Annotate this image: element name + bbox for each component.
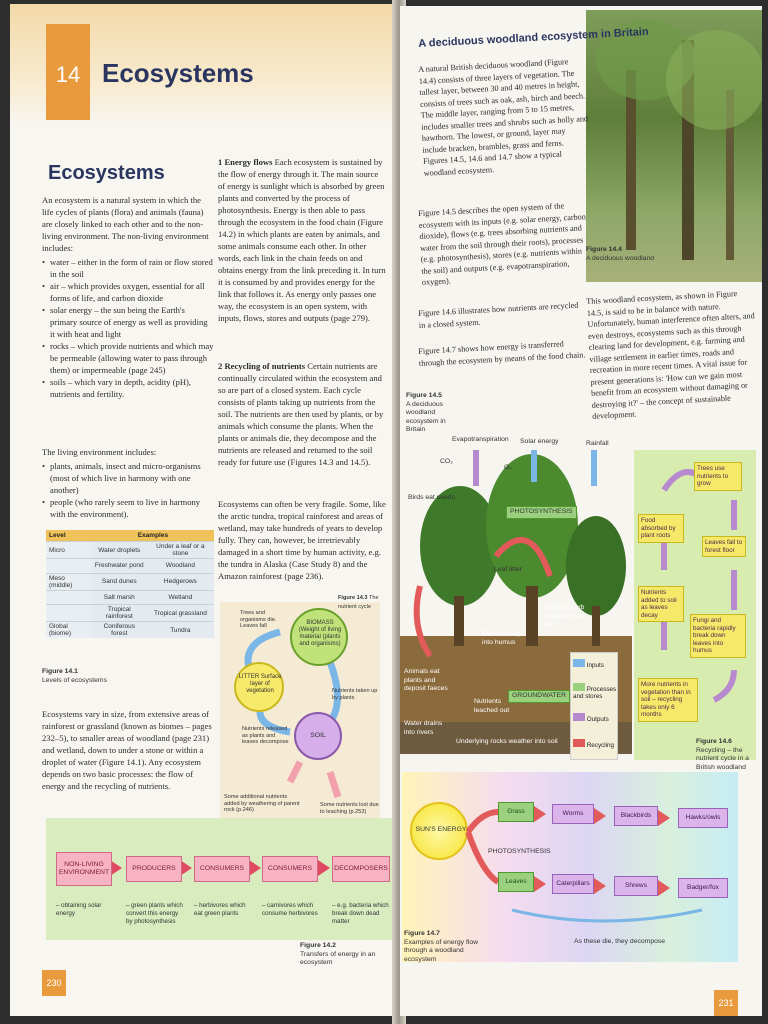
flow-desc-herbivores: – herbivores which eat green plants: [194, 902, 246, 917]
fragile-paragraph: Ecosystems can often be very fragile. Some, like the arctic tundra, tropical rainforest and areas of wetland, may take hundreds of years to develop fully. They can, however, be irretrievably damaged in a short time by human activity, e.g. the tundra in Alaska (Case Study 8) and the Amazon rainforest (page 236).: [218, 499, 386, 581]
recycling-box: Trees use nutrients to grow: [694, 462, 742, 491]
recycling-box: Fungi and bacteria rapidly break down leaves into humus: [690, 614, 746, 658]
key-swatch: [573, 713, 585, 721]
food-chain-worms: Worms: [552, 804, 594, 824]
table-cell: Tropical grassland: [147, 605, 214, 622]
flow-desc-carnivores: – carnivores which consume herbivores: [262, 902, 318, 917]
table-header: Level: [46, 530, 92, 542]
figure-14-7-caption: [404, 930, 484, 964]
nonliving-list: [42, 256, 214, 400]
chapter-number: 14: [55, 62, 81, 87]
flow-desc-producers: – green plants which convert this energy by photosynthesis: [126, 902, 183, 925]
living-list: [42, 460, 214, 520]
flow-box-consumers-2: CONSUMERS: [262, 856, 318, 882]
recycling-box: Food absorbed by plant roots: [638, 514, 684, 543]
table-cell: Hedgerows: [147, 573, 214, 590]
groundwater-label: GROUNDWATER: [508, 690, 570, 703]
nutrient-recycling-figure: [634, 450, 756, 760]
trees-die-label: Trees and organisms die. Leaves fall: [240, 610, 277, 629]
figure-number: Figure 14.4: [586, 246, 622, 253]
photosynthesis-label: PHOTOSYNTHESIS: [506, 506, 577, 519]
food-chain-caterpillars: Caterpillars: [552, 874, 594, 894]
litter-label: LITTER Surface layer of vegetation: [238, 674, 282, 694]
tree-trunks: [586, 10, 762, 282]
figure-number: Figure 14.5: [406, 392, 442, 399]
key-outputs: [573, 713, 609, 723]
table-row: [46, 622, 214, 639]
living-intro: The living environment includes:: [42, 447, 157, 457]
recycling-box: More nutrients in vegetation than in soil – recycling takes only 6 months: [638, 678, 698, 722]
table-cell: Tropical rainforest: [92, 605, 147, 622]
list-item: • solar energy – the sun being the Earth's primary source of energy as well as providing it with heat and light: [42, 304, 214, 340]
figure-caption: Transfers of energy in an ecosystem: [300, 950, 376, 966]
soil-label: SOIL: [310, 732, 326, 739]
list-item: • soils – which vary in depth, acidity (pH), nutrients and fertility.: [42, 376, 214, 400]
evapotranspiration-label: Evapotranspiration: [452, 436, 509, 443]
left-page: [10, 4, 396, 1016]
energy-transfer-band: [46, 818, 396, 940]
woodland-layers-paragraph: A natural British deciduous woodland (Figure 14.4) consists of three layers of vegetation. The tallest layer, between 30 and 40 metres in height, consists of trees such as oak, ash, birch and beech. The middle layer, ranging from 5 to 15 metres, includes smaller trees and shrubs such as holly and hawthorn. The lowest, or ground, layer may include bracken, brambles, grass and ferns. Figures 14.5, 14.6 and 14.7 show a typical woodland ecosystem.: [418, 57, 589, 178]
energy-flows-heading: 1 Energy flows: [218, 157, 273, 167]
figure-caption: A deciduous woodland: [586, 254, 655, 262]
energy-flows-section: [218, 156, 386, 324]
recycling-heading: 2 Recycling of nutrients: [218, 361, 306, 371]
food-chain-leaves: Leaves: [498, 872, 534, 892]
figure-14-6-paragraph: Figure 14.6 illustrates how nutrients are recycled in a closed system.: [418, 300, 579, 330]
food-chain-blackbirds: Blackbirds: [614, 806, 658, 826]
chapter-title: Ecosystems: [102, 58, 254, 88]
key-swatch: [573, 659, 585, 667]
table-row: [46, 542, 214, 559]
intro-paragraph: An ecosystem is a natural system in which the life cycles of plants (flora) and animals (fauna) are closely linked to each other and to the non-living environment. The non-living environment includes:: [42, 195, 209, 253]
nutrient-cycle-figure: [220, 595, 380, 822]
table-cell: Coniferous forest: [92, 622, 147, 639]
rainfall-label: Rainfall: [586, 440, 609, 447]
table-row: [46, 605, 214, 622]
roots-absorb-label: Roots absorb nutrients from soil: [544, 604, 586, 628]
figure-caption: A deciduous woodland ecosystem in Britain: [406, 400, 446, 433]
o2-label: O₂: [504, 464, 512, 471]
nutrients-leached-label: Nutrients leached out: [474, 698, 510, 714]
figure-caption: The nutrient cycle: [338, 595, 379, 610]
plants-decay-label: Plants decay into humus: [482, 630, 521, 646]
table-row: [46, 559, 214, 574]
table-cell: [46, 590, 92, 605]
decompose-label: As these die, they decompose: [574, 938, 666, 945]
figure-key: [570, 652, 618, 760]
page-number: 231: [714, 990, 738, 1016]
right-page: [400, 6, 762, 1016]
list-item: • rocks – which provide nutrients and which may be permeable (allowing water to pass through them) or impermeable (page 245): [42, 340, 214, 376]
leaf-litter-label: Leaf litter: [494, 566, 522, 573]
recycling-paragraph: Certain nutrients are continually circulated within the ecosystem and so are part of a closed system. Each cycle consists of plants taking up nutrients from the soil. The nutrients are then used by plants, or by animals which consume the plants. When the plants or animals die, they decompose and the nutrients are released and returned to the soil ready for future use (Figures 14.3 and 14.5).: [218, 361, 384, 467]
figure-14-5-paragraph: Figure 14.5 describes the open system of the ecosystem with its inputs (e.g. solar energy, carbon dioxide), flows (e.g. trees absorbing nutrients and water from the soil through their roots), processes (e.g. photosynthesis), stores (e.g. nutrients within the soil) and outputs (e.g. evapotranspiration, oxygen).: [418, 201, 587, 287]
figure-number: Figure 14.6: [696, 738, 732, 745]
table-cell: Freshwater pond: [92, 559, 147, 574]
key-inputs: [573, 659, 604, 669]
rocks-weather-label: Underlying rocks weather into soil: [456, 738, 558, 745]
flow-box-producers: PRODUCERS: [126, 856, 182, 882]
co2-label: CO₂: [440, 458, 453, 465]
figure-14-1-caption: [42, 668, 122, 685]
table-cell: Woodland: [147, 559, 214, 574]
list-item: • air – which provides oxygen, essential for all forms of life, and carbon dioxide: [42, 280, 214, 304]
figure-14-5-caption: [406, 392, 454, 435]
section-title: Ecosystems: [48, 162, 165, 184]
biomass-label: BIOMASS (Weight of living material (plants and organisms): [298, 620, 342, 647]
table-cell: [46, 559, 92, 574]
photosynthesis-label: PHOTOSYNTHESIS: [488, 848, 551, 855]
flow-box-decomposers: DECOMPOSERS: [332, 856, 390, 882]
recycling-box: Nutrients added to soil as leaves decay: [638, 586, 684, 622]
flow-box-consumers-1: CONSUMERS: [194, 856, 250, 882]
table-cell: Salt marsh: [92, 590, 147, 605]
figure-14-7-paragraph: Figure 14.7 shows how energy is transferred through the ecosystem by means of the food chain.: [418, 339, 586, 368]
solar-energy-label: Solar energy: [520, 438, 559, 445]
flow-desc-nonliving: – obtaining solar energy: [56, 902, 102, 917]
flow-box-nonliving: NON-LIVING ENVIRONMENT: [56, 852, 112, 886]
animals-label: Animals eat plants and deposit faeces: [404, 668, 448, 692]
recycling-box: Leaves fall to forest floor: [702, 536, 746, 557]
list-item: • plants, animals, insect and micro-organisms (most of which live in harmony with one another): [42, 460, 214, 496]
figure-caption: Levels of ecosystems: [42, 676, 107, 684]
key-processes: [573, 683, 617, 700]
food-chain-badger: Badger/fox: [678, 878, 728, 898]
key-label: Inputs: [586, 662, 604, 669]
table-cell: Wetland: [147, 590, 214, 605]
table-cell: Water droplets: [92, 542, 147, 559]
water-drains-label: Water drains into rivers: [404, 720, 443, 736]
table-cell: [46, 605, 92, 622]
key-recycling: [573, 739, 614, 749]
figure-14-6-caption: [696, 738, 758, 772]
woodland-photo: [586, 10, 762, 282]
key-label: Processes and stores: [573, 686, 617, 700]
figure-number: Figure 14.3: [338, 595, 368, 601]
food-chain-shrews: Shrews: [614, 876, 658, 896]
figure-number: Figure 14.7: [404, 930, 440, 937]
energy-flows-paragraph: Each ecosystem is sustained by the flow of energy through it. The main source of energy is sunlight which is absorbed by green plants and converted by the process of photosynthesis. Energy is then able to pass through the ecosystem in the food chain (Figure 14.2) in which plants are eaten by animals, and some animals consume each other. In other words, each link in the chain feeds on and obtains energy from the link preceding it. In turn it is consumed by and provides energy for the link that follows it. As energy only passes one way, the ecosystem is an open system, with inputs, flows, stores and outputs (page 279).: [218, 157, 386, 323]
key-swatch: [573, 683, 585, 691]
section-heading: A deciduous woodland ecosystem in Britain: [418, 25, 649, 50]
table-cell: Under a leaf or a stone: [147, 542, 214, 559]
figure-14-4-caption: [586, 246, 666, 263]
birds-label: Birds eat seeds: [408, 494, 455, 501]
nutrients-taken-up-label: Nutrients taken up by plants: [332, 688, 378, 701]
sustainability-paragraph: This woodland ecosystem, as shown in Figure 14.5, is said to be in balance with nature. Unfortunately, human interference often alters, and even destroys, ecosystems such as this through clearing land for development, e.g. farming and village settlement in earlier times, roads and recreation in more recent times. A vital issue for present generations is: 'How can we gain most benefit from an ecosystem without damaging or destroying it?' – the concept of sustainable development.: [586, 289, 755, 421]
sun-energy-label: SUN'S ENERGY: [415, 826, 467, 833]
recycling-section: [218, 360, 386, 468]
table-cell: Tundra: [147, 622, 214, 639]
table-row: [46, 573, 214, 590]
list-item: • people (who rarely seem to live in harmony with the environment).: [42, 496, 214, 520]
table-header: Examples: [92, 530, 214, 542]
table-row: [46, 590, 214, 605]
ecosystem-size-paragraph: Ecosystems vary in size, from extensive areas of rainforest or grassland (known as biomes – pages 232–5), to smaller areas of woodland (page 231) and wetland, down to under a stone or within a droplet of water (Figure 14.1). Any ecosystem depends on two basic processes: the flow of energy and the recycling of nutrients.: [42, 709, 212, 791]
woodland-ecosystem-figure: [400, 392, 632, 754]
flow-desc-decomposers: – e.g. bacteria which break down dead matter: [332, 902, 389, 925]
food-chain-grass: Grass: [498, 802, 534, 822]
leaching-label: Some nutrients lost due to leaching (p.253): [320, 802, 379, 815]
figure-caption: Examples of energy flow through a woodland ecosystem: [404, 938, 479, 963]
key-swatch: [573, 739, 585, 747]
figure-caption: Recycling – the nutrient cycle in a British woodland: [696, 746, 749, 771]
table-cell: Micro: [46, 542, 92, 559]
food-chain-hawks: Hawks/owls: [678, 808, 728, 828]
ecosystem-levels-table: [46, 530, 214, 638]
figure-14-2-caption: [300, 942, 390, 968]
table-cell: Sand dunes: [92, 573, 147, 590]
weathering-label: Some additional nutrients added by weathering of parent rock (p.246): [224, 794, 300, 813]
figure-14-3-caption: [338, 594, 382, 611]
figure-number: Figure 14.2: [300, 942, 336, 949]
nutrients-released-label: Nutrients released as plants and leaves decompose: [242, 726, 289, 745]
key-label: Recycling: [586, 742, 615, 749]
table-cell: Global (biome): [46, 622, 92, 639]
figure-number: Figure 14.1: [42, 668, 78, 675]
table-cell: Meso (middle): [46, 573, 92, 590]
list-item: • water – either in the form of rain or flow stored in the soil: [42, 256, 214, 280]
page-number: 230: [42, 970, 66, 996]
key-label: Outputs: [586, 716, 609, 723]
